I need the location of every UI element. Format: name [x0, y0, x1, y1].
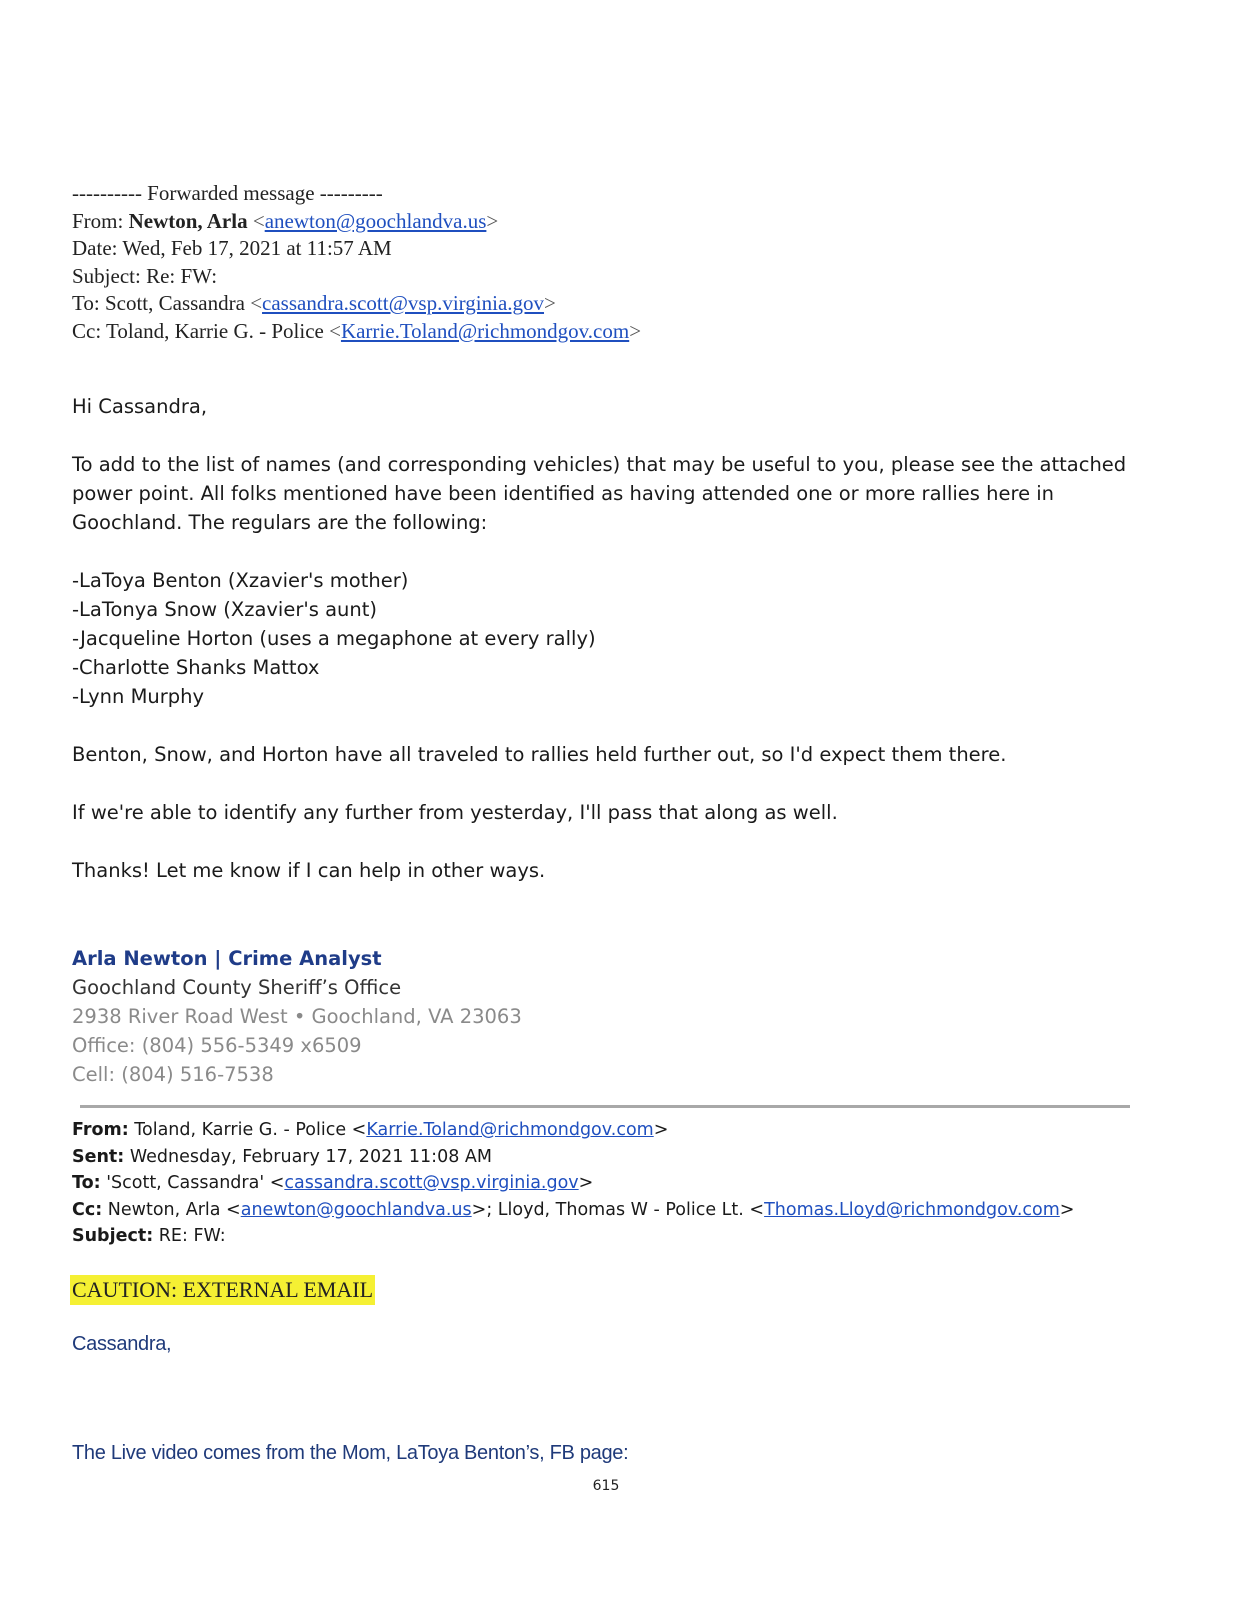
fwd-cc-name: Toland, Karrie G. - Police [106, 318, 324, 343]
fwd-from-name: Newton, Arla [128, 208, 248, 233]
fwd-to-label: To: [72, 291, 105, 315]
email-divider [80, 1105, 1130, 1108]
hdr2-sent-row [72, 1144, 1074, 1171]
hdr2-subject-row [72, 1223, 1074, 1250]
fwd-date-row [72, 235, 641, 263]
message-greeting: Hi Cassandra, [72, 395, 208, 418]
hdr2-from-name: Toland, Karrie G. - Police < [128, 1120, 367, 1140]
signature-address: 2938 River Road West • Goochland, VA 23063 [72, 1005, 522, 1028]
forwarded-header [72, 180, 641, 345]
message-body [72, 392, 1152, 885]
hdr2-sent-value: Wednesday, February 17, 2021 11:08 AM [124, 1146, 492, 1167]
earlier-email-live-video-line: The Live video comes from the Mom, LaToya Benton’s, FB page: [72, 1442, 629, 1464]
fwd-to-row: To: Scott, Cassandra <cassandra.scott@vsp.virginia.gov> [72, 291, 556, 315]
hdr2-cc-row: Cc: Newton, Arla <anewton@goochlandva.us>; Lloyd, Thomas W - Police Lt. <Thomas.Lloyd@richmondgov.com> [72, 1199, 1075, 1220]
fwd-cc-label: Cc: [72, 318, 107, 343]
earlier-email-greeting: Cassandra, [72, 1333, 172, 1355]
hdr2-from-email-link[interactable]: Karrie.Toland@richmondgov.com [366, 1120, 654, 1140]
fwd-cc-email-link[interactable]: Karrie.Toland@richmondgov.com [340, 318, 630, 343]
hdr2-to-email-link[interactable]: cassandra.scott@vsp.virginia.gov [284, 1173, 579, 1193]
signature-office-phone: Office: (804) 556-5349 x6509 [72, 1034, 362, 1057]
hdr2-cc-label: Cc: [72, 1199, 103, 1220]
fwd-from-row: From: Newton, Arla <anewton@goochlandva.us> [72, 208, 499, 233]
hdr2-cc-name1: Newton, Arla < [102, 1199, 241, 1220]
fwd-from-email-link[interactable]: anewton@goochlandva.us [264, 208, 487, 233]
hdr2-from-row: From: Toland, Karrie G. - Police <Karrie.Toland@richmondgov.com> [72, 1120, 669, 1140]
fwd-subject-value: Re: FW: [146, 263, 218, 288]
regular-item-snow: -LaTonya Snow (Xzavier's aunt) [72, 598, 378, 621]
fwd-from-label: From: [72, 208, 129, 233]
hdr2-to-label: To: [72, 1173, 101, 1193]
hdr2-to-row: To: 'Scott, Cassandra' <cassandra.scott@vsp.virginia.gov> [72, 1173, 594, 1193]
hdr2-subject-label: Subject: [72, 1226, 154, 1246]
paragraph1-line2: power point. All folks mentioned have been identified as having attended one or more rallies here in [72, 482, 1055, 505]
caution-external-email-banner: CAUTION: EXTERNAL EMAIL [70, 1275, 375, 1305]
forwarded-separator: ---------- Forwarded message --------- [72, 181, 383, 205]
page-number: 615 [592, 1478, 620, 1494]
earlier-email-header [72, 1117, 1074, 1250]
hdr2-from-label: From: [72, 1120, 129, 1140]
fwd-to-email-link[interactable]: cassandra.scott@vsp.virginia.gov [262, 291, 545, 315]
signature-block [72, 944, 522, 1089]
hdr2-cc-email2-link[interactable]: Thomas.Lloyd@richmondgov.com [764, 1199, 1060, 1220]
paragraph1-line3: Goochland. The regulars are the following: [72, 511, 488, 534]
fwd-date-label: Date: [72, 236, 123, 260]
regular-item-murphy: -Lynn Murphy [72, 685, 205, 708]
hdr2-subject-value: RE: FW: [153, 1226, 226, 1246]
fwd-cc-row: Cc: Toland, Karrie G. - Police <Karrie.Toland@richmondgov.com> [72, 318, 642, 343]
fwd-to-name: Scott, Cassandra [104, 291, 245, 315]
signature-name-title: Arla Newton | Crime Analyst [72, 947, 382, 970]
hdr2-to-name: 'Scott, Cassandra' < [100, 1173, 285, 1193]
hdr2-cc-email1-link[interactable]: anewton@goochlandva.us [240, 1199, 472, 1220]
signature-organization: Goochland County Sheriff’s Office [72, 976, 402, 999]
signature-cell-phone: Cell: (804) 516-7538 [72, 1063, 274, 1086]
closing-line: Thanks! Let me know if I can help in other ways. [72, 859, 546, 882]
regular-item-horton: -Jacqueline Horton (uses a megaphone at every rally) [72, 627, 596, 650]
hdr2-cc-name2: >; Lloyd, Thomas W - Police Lt. < [471, 1199, 765, 1220]
paragraph1-line1: To add to the list of names (and corresponding vehicles) that may be useful to you, please see the attached [72, 453, 1127, 476]
hdr2-sent-label: Sent: [72, 1146, 125, 1167]
fwd-subject-label: Subject: [72, 263, 147, 288]
regular-item-mattox: -Charlotte Shanks Mattox [72, 656, 320, 679]
regular-item-benton: -LaToya Benton (Xzavier's mother) [72, 569, 409, 592]
paragraph3: If we're able to identify any further from yesterday, I'll pass that along as well. [72, 801, 838, 824]
fwd-date-value: Wed, Feb 17, 2021 at 11:57 AM [122, 236, 392, 260]
fwd-subject-row [72, 263, 641, 291]
paragraph2: Benton, Snow, and Horton have all traveled to rallies held further out, so I'd expect them there. [72, 743, 1007, 766]
